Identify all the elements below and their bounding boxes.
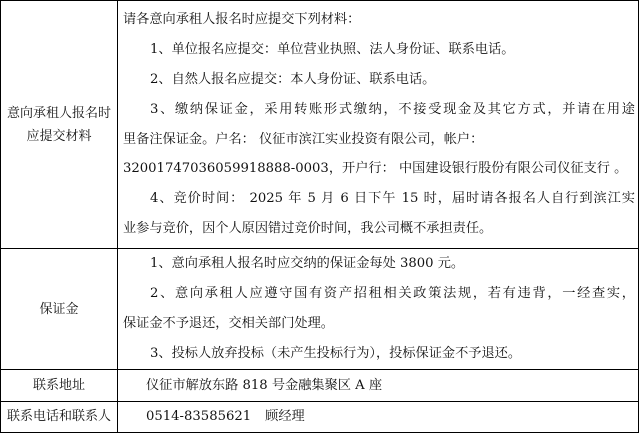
deposit-item-2-line-2: 保证金不予退还，交相关部门处理。	[123, 316, 334, 331]
materials-content	[118, 1, 639, 249]
materials-intro: 请各意向承租人报名时应提交下列材料：	[123, 12, 361, 28]
materials-item-1: 1、单位报名应提交：单位营业执照、法人身份证、联系电话。	[150, 42, 515, 58]
materials-item-4-line-1: 4、竞价时间： 2025 年 5 月 6 日下午 15 时，届时请各报名人自行到滨江实	[150, 191, 635, 207]
deposit-item-2-line-1: 2、意向承租人应遵守国有资产招租相关政策法规，若有违背，一经查实，	[150, 286, 635, 302]
deposit-item-3: 3、投标人放弃投标（未产生投标行为），投标保证金不予退还。	[150, 345, 522, 361]
address-value: 仪征市解放东路 818 号金融集聚区 A 座	[118, 370, 639, 402]
deposit-row	[1, 249, 639, 370]
materials-item-3-line-3: 32001747036059918888-0003，开户行： 中国建设银行股份有限公司仪征支行 。	[123, 161, 628, 177]
materials-item-2: 2、自然人报名应提交：本人身份证、联系电话。	[150, 71, 436, 87]
address-label: 联系地址	[1, 370, 118, 402]
deposit-item-1: 1、意向承租人报名时应交纳的保证金每处 3800 元。	[150, 256, 465, 272]
contact-content	[118, 402, 639, 433]
materials-item-3-line-2: 里备注保证金。户名： 仪征市滨江实业投资有限公司，帐户：	[123, 131, 484, 147]
deposit-label: 保证金	[1, 249, 118, 370]
materials-row	[1, 1, 639, 249]
materials-label-line1: 意向承租人报名时	[6, 105, 111, 121]
contact-phone: 0514-83585621	[146, 409, 252, 424]
contact-row	[1, 402, 639, 433]
contact-label: 联系电话和联系人	[1, 402, 118, 433]
materials-item-4-line-2: 业参与竞价，因个人原因错过竞价时间，我公司概不承担责任。	[123, 220, 493, 236]
address-row	[1, 370, 639, 402]
materials-label	[1, 1, 118, 249]
materials-item-3-line-1: 3、缴纳保证金，采用转账形式缴纳，不接受现金及其它方式，并请在用途	[150, 101, 635, 117]
deposit-content	[118, 249, 639, 370]
materials-label-line2: 应提交材料	[26, 128, 92, 144]
contact-person: 顾经理	[265, 409, 305, 424]
